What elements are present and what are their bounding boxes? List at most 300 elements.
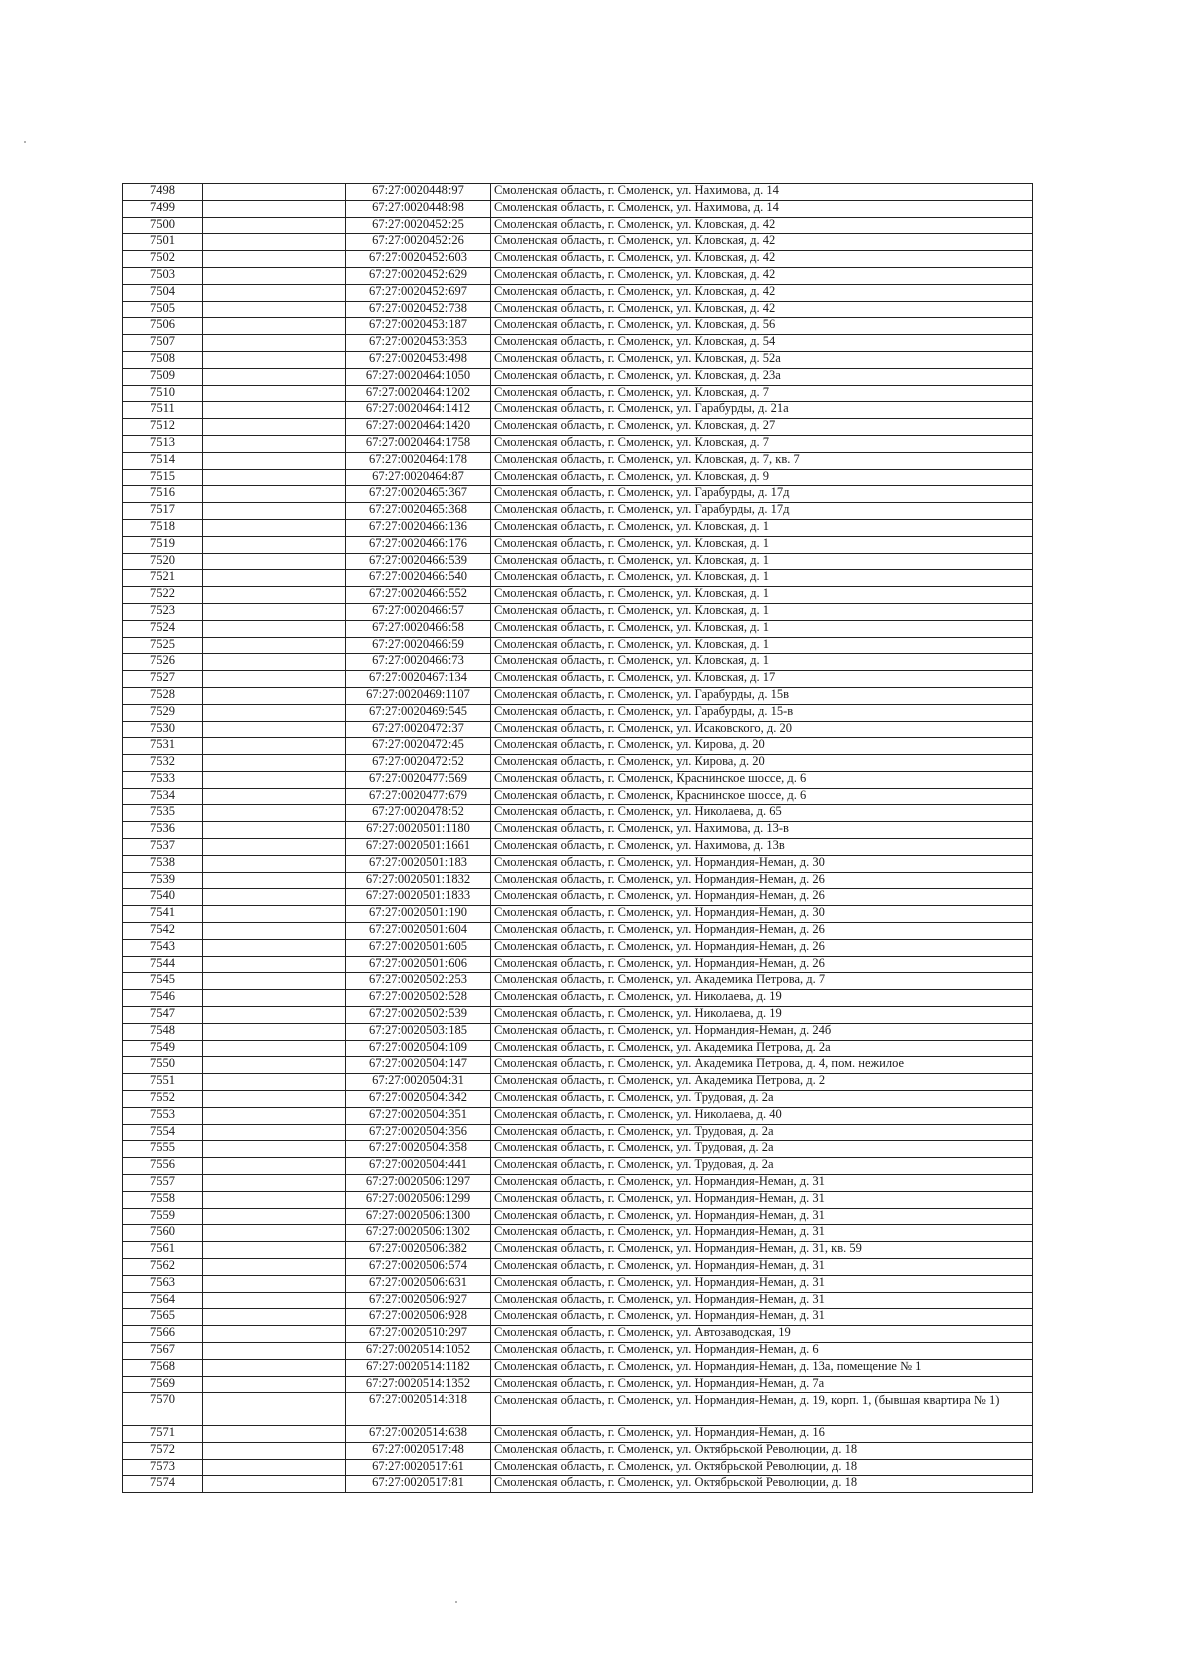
- table-row: [123, 1124, 1033, 1141]
- table-row: [123, 318, 1033, 335]
- empty-cell: [203, 1057, 346, 1074]
- cadastral-number-cell: 67:27:0020452:738: [346, 301, 491, 318]
- row-number-cell: 7553: [123, 1107, 203, 1124]
- table-row: [123, 519, 1033, 536]
- address-cell: Смоленская область, г. Смоленск, ул. Нормандия-Неман, д. 19, корп. 1, (бывшая квартира № 1): [491, 1393, 1033, 1426]
- empty-cell: [203, 1342, 346, 1359]
- address-cell: Смоленская область, г. Смоленск, ул. Нормандия-Неман, д. 31, кв. 59: [491, 1242, 1033, 1259]
- row-number-cell: 7566: [123, 1326, 203, 1343]
- row-number-cell: 7539: [123, 872, 203, 889]
- empty-cell: [203, 1141, 346, 1158]
- address-cell: Смоленская область, г. Смоленск, ул. Кловская, д. 52а: [491, 351, 1033, 368]
- table-row: [123, 251, 1033, 268]
- address-cell: Смоленская область, г. Смоленск, Краснинское шоссе, д. 6: [491, 771, 1033, 788]
- address-cell: Смоленская область, г. Смоленск, ул. Кловская, д. 1: [491, 654, 1033, 671]
- empty-cell: [203, 1359, 346, 1376]
- row-number-cell: 7538: [123, 855, 203, 872]
- row-number-cell: 7509: [123, 368, 203, 385]
- row-number-cell: 7532: [123, 755, 203, 772]
- table-row: [123, 1359, 1033, 1376]
- row-number-cell: 7508: [123, 351, 203, 368]
- cadastral-number-cell: 67:27:0020472:45: [346, 738, 491, 755]
- table-row: [123, 1141, 1033, 1158]
- cadastral-number-cell: 67:27:0020469:545: [346, 704, 491, 721]
- empty-cell: [203, 536, 346, 553]
- row-number-cell: 7558: [123, 1191, 203, 1208]
- row-number-cell: 7515: [123, 469, 203, 486]
- empty-cell: [203, 889, 346, 906]
- row-number-cell: 7533: [123, 771, 203, 788]
- address-cell: Смоленская область, г. Смоленск, ул. Нормандия-Неман, д. 31: [491, 1175, 1033, 1192]
- empty-cell: [203, 637, 346, 654]
- cadastral-number-cell: 67:27:0020448:98: [346, 200, 491, 217]
- empty-cell: [203, 839, 346, 856]
- address-cell: Смоленская область, г. Смоленск, ул. Николаева, д. 65: [491, 805, 1033, 822]
- cadastral-number-cell: 67:27:0020502:539: [346, 1007, 491, 1024]
- table-row: [123, 402, 1033, 419]
- table-row: [123, 855, 1033, 872]
- empty-cell: [203, 1326, 346, 1343]
- cadastral-number-cell: 67:27:0020504:147: [346, 1057, 491, 1074]
- table-row: [123, 906, 1033, 923]
- row-number-cell: 7526: [123, 654, 203, 671]
- cadastral-number-cell: 67:27:0020464:87: [346, 469, 491, 486]
- empty-cell: [203, 855, 346, 872]
- empty-cell: [203, 771, 346, 788]
- cadastral-number-cell: 67:27:0020466:136: [346, 519, 491, 536]
- table-row: [123, 721, 1033, 738]
- table-row: [123, 771, 1033, 788]
- cadastral-number-cell: 67:27:0020501:190: [346, 906, 491, 923]
- address-cell: Смоленская область, г. Смоленск, ул. Кловская, д. 9: [491, 469, 1033, 486]
- address-cell: Смоленская область, г. Смоленск, ул. Гарабурды, д. 21а: [491, 402, 1033, 419]
- address-cell: Смоленская область, г. Смоленск, ул. Академика Петрова, д. 4, пом. нежилое: [491, 1057, 1033, 1074]
- address-cell: Смоленская область, г. Смоленск, ул. Академика Петрова, д. 7: [491, 973, 1033, 990]
- table-row: [123, 536, 1033, 553]
- address-cell: Смоленская область, г. Смоленск, ул. Нормандия-Неман, д. 30: [491, 855, 1033, 872]
- table-row: [123, 822, 1033, 839]
- address-cell: Смоленская область, г. Смоленск, ул. Трудовая, д. 2а: [491, 1091, 1033, 1108]
- table-row: [123, 200, 1033, 217]
- row-number-cell: 7522: [123, 587, 203, 604]
- table-row: [123, 267, 1033, 284]
- empty-cell: [203, 351, 346, 368]
- scan-speck: [455, 1601, 457, 1603]
- row-number-cell: 7569: [123, 1376, 203, 1393]
- cadastral-number-cell: 67:27:0020466:57: [346, 603, 491, 620]
- table-row: [123, 889, 1033, 906]
- address-cell: Смоленская область, г. Смоленск, ул. Нормандия-Неман, д. 24б: [491, 1023, 1033, 1040]
- address-cell: Смоленская область, г. Смоленск, ул. Гарабурды, д. 15в: [491, 687, 1033, 704]
- row-number-cell: 7503: [123, 267, 203, 284]
- cadastral-number-cell: 67:27:0020452:25: [346, 217, 491, 234]
- empty-cell: [203, 1309, 346, 1326]
- table-row: [123, 1225, 1033, 1242]
- row-number-cell: 7528: [123, 687, 203, 704]
- table-row: [123, 738, 1033, 755]
- empty-cell: [203, 654, 346, 671]
- table-row: [123, 872, 1033, 889]
- address-cell: Смоленская область, г. Смоленск, ул. Кловская, д. 1: [491, 536, 1033, 553]
- row-number-cell: 7507: [123, 335, 203, 352]
- row-number-cell: 7545: [123, 973, 203, 990]
- empty-cell: [203, 486, 346, 503]
- address-cell: Смоленская область, г. Смоленск, ул. Кловская, д. 7, кв. 7: [491, 452, 1033, 469]
- row-number-cell: 7529: [123, 704, 203, 721]
- address-cell: Смоленская область, г. Смоленск, ул. Кловская, д. 17: [491, 671, 1033, 688]
- empty-cell: [203, 267, 346, 284]
- address-cell: Смоленская область, г. Смоленск, ул. Кловская, д. 54: [491, 335, 1033, 352]
- address-cell: Смоленская область, г. Смоленск, ул. Нормандия-Неман, д. 31: [491, 1208, 1033, 1225]
- empty-cell: [203, 805, 346, 822]
- row-number-cell: 7552: [123, 1091, 203, 1108]
- address-cell: Смоленская область, г. Смоленск, ул. Кловская, д. 1: [491, 603, 1033, 620]
- row-number-cell: 7571: [123, 1425, 203, 1442]
- row-number-cell: 7502: [123, 251, 203, 268]
- cadastral-number-cell: 67:27:0020464:1420: [346, 419, 491, 436]
- empty-cell: [203, 251, 346, 268]
- empty-cell: [203, 872, 346, 889]
- empty-cell: [203, 184, 346, 201]
- row-number-cell: 7500: [123, 217, 203, 234]
- row-number-cell: 7511: [123, 402, 203, 419]
- row-number-cell: 7572: [123, 1442, 203, 1459]
- cadastral-number-cell: 67:27:0020501:604: [346, 923, 491, 940]
- cadastral-number-cell: 67:27:0020466:552: [346, 587, 491, 604]
- empty-cell: [203, 301, 346, 318]
- address-cell: Смоленская область, г. Смоленск, ул. Николаева, д. 40: [491, 1107, 1033, 1124]
- table-row: [123, 603, 1033, 620]
- table-row: [123, 1342, 1033, 1359]
- empty-cell: [203, 788, 346, 805]
- table-row: [123, 956, 1033, 973]
- row-number-cell: 7514: [123, 452, 203, 469]
- table-row: [123, 1242, 1033, 1259]
- row-number-cell: 7537: [123, 839, 203, 856]
- empty-cell: [203, 1124, 346, 1141]
- address-cell: Смоленская область, г. Смоленск, ул. Кловская, д. 7: [491, 385, 1033, 402]
- cadastral-number-cell: 67:27:0020453:187: [346, 318, 491, 335]
- cadastral-number-cell: 67:27:0020506:1300: [346, 1208, 491, 1225]
- table-row: [123, 1158, 1033, 1175]
- table-row: [123, 351, 1033, 368]
- cadastral-number-cell: 67:27:0020504:342: [346, 1091, 491, 1108]
- row-number-cell: 7570: [123, 1393, 203, 1426]
- table-row: [123, 1476, 1033, 1493]
- table-row: [123, 1459, 1033, 1476]
- row-number-cell: 7549: [123, 1040, 203, 1057]
- table-row: [123, 1393, 1033, 1426]
- cadastral-number-cell: 67:27:0020504:441: [346, 1158, 491, 1175]
- address-cell: Смоленская область, г. Смоленск, ул. Кловская, д. 56: [491, 318, 1033, 335]
- empty-cell: [203, 234, 346, 251]
- empty-cell: [203, 1393, 346, 1426]
- empty-cell: [203, 1040, 346, 1057]
- cadastral-number-cell: 67:27:0020452:603: [346, 251, 491, 268]
- table-row: [123, 1057, 1033, 1074]
- empty-cell: [203, 1091, 346, 1108]
- address-cell: Смоленская область, г. Смоленск, ул. Кловская, д. 1: [491, 637, 1033, 654]
- row-number-cell: 7501: [123, 234, 203, 251]
- row-number-cell: 7517: [123, 503, 203, 520]
- row-number-cell: 7535: [123, 805, 203, 822]
- cadastral-number-cell: 67:27:0020466:58: [346, 620, 491, 637]
- empty-cell: [203, 671, 346, 688]
- cadastral-number-cell: 67:27:0020504:356: [346, 1124, 491, 1141]
- row-number-cell: 7568: [123, 1359, 203, 1376]
- row-number-cell: 7551: [123, 1074, 203, 1091]
- cadastral-number-cell: 67:27:0020467:134: [346, 671, 491, 688]
- address-cell: Смоленская область, г. Смоленск, ул. Нормандия-Неман, д. 16: [491, 1425, 1033, 1442]
- row-number-cell: 7548: [123, 1023, 203, 1040]
- table-row: [123, 805, 1033, 822]
- cadastral-number-cell: 67:27:0020506:574: [346, 1259, 491, 1276]
- address-cell: Смоленская область, г. Смоленск, ул. Нормандия-Неман, д. 31: [491, 1275, 1033, 1292]
- address-cell: Смоленская область, г. Смоленск, ул. Нахимова, д. 13-в: [491, 822, 1033, 839]
- address-cell: Смоленская область, г. Смоленск, ул. Нормандия-Неман, д. 7а: [491, 1376, 1033, 1393]
- row-number-cell: 7547: [123, 1007, 203, 1024]
- address-cell: Смоленская область, г. Смоленск, ул. Нормандия-Неман, д. 26: [491, 956, 1033, 973]
- cadastral-number-cell: 67:27:0020514:1052: [346, 1342, 491, 1359]
- row-number-cell: 7518: [123, 519, 203, 536]
- address-cell: Смоленская область, г. Смоленск, ул. Нормандия-Неман, д. 26: [491, 939, 1033, 956]
- table-row: [123, 973, 1033, 990]
- empty-cell: [203, 1242, 346, 1259]
- row-number-cell: 7542: [123, 923, 203, 940]
- cadastral-number-cell: 67:27:0020517:81: [346, 1476, 491, 1493]
- row-number-cell: 7561: [123, 1242, 203, 1259]
- table-row: [123, 620, 1033, 637]
- cadastral-number-cell: 67:27:0020501:605: [346, 939, 491, 956]
- table-row: [123, 1040, 1033, 1057]
- row-number-cell: 7520: [123, 553, 203, 570]
- empty-cell: [203, 1007, 346, 1024]
- table-row: [123, 923, 1033, 940]
- empty-cell: [203, 973, 346, 990]
- row-number-cell: 7540: [123, 889, 203, 906]
- cadastral-number-cell: 67:27:0020504:109: [346, 1040, 491, 1057]
- address-cell: Смоленская область, г. Смоленск, ул. Гарабурды, д. 17д: [491, 486, 1033, 503]
- cadastral-number-cell: 67:27:0020504:31: [346, 1074, 491, 1091]
- row-number-cell: 7531: [123, 738, 203, 755]
- cadastral-number-cell: 67:27:0020517:61: [346, 1459, 491, 1476]
- address-cell: Смоленская область, г. Смоленск, ул. Нахимова, д. 14: [491, 200, 1033, 217]
- cadastral-number-cell: 67:27:0020501:606: [346, 956, 491, 973]
- registry-table-body: [123, 184, 1033, 1493]
- row-number-cell: 7523: [123, 603, 203, 620]
- table-row: [123, 234, 1033, 251]
- empty-cell: [203, 923, 346, 940]
- empty-cell: [203, 217, 346, 234]
- cadastral-number-cell: 67:27:0020501:1661: [346, 839, 491, 856]
- cadastral-number-cell: 67:27:0020466:73: [346, 654, 491, 671]
- table-row: [123, 1208, 1033, 1225]
- empty-cell: [203, 200, 346, 217]
- table-row: [123, 1292, 1033, 1309]
- address-cell: Смоленская область, г. Смоленск, ул. Октябрьской Революции, д. 18: [491, 1442, 1033, 1459]
- table-row: [123, 990, 1033, 1007]
- empty-cell: [203, 620, 346, 637]
- address-cell: Смоленская область, г. Смоленск, ул. Кловская, д. 1: [491, 620, 1033, 637]
- property-registry-table: [122, 183, 1033, 1493]
- address-cell: Смоленская область, г. Смоленск, ул. Нормандия-Неман, д. 31: [491, 1309, 1033, 1326]
- empty-cell: [203, 1074, 346, 1091]
- empty-cell: [203, 419, 346, 436]
- row-number-cell: 7499: [123, 200, 203, 217]
- cadastral-number-cell: 67:27:0020477:679: [346, 788, 491, 805]
- address-cell: Смоленская область, г. Смоленск, ул. Кловская, д. 42: [491, 217, 1033, 234]
- address-cell: Смоленская область, г. Смоленск, ул. Кловская, д. 42: [491, 267, 1033, 284]
- cadastral-number-cell: 67:27:0020514:1182: [346, 1359, 491, 1376]
- address-cell: Смоленская область, г. Смоленск, ул. Кловская, д. 42: [491, 301, 1033, 318]
- row-number-cell: 7567: [123, 1342, 203, 1359]
- address-cell: Смоленская область, г. Смоленск, ул. Нахимова, д. 13в: [491, 839, 1033, 856]
- row-number-cell: 7534: [123, 788, 203, 805]
- row-number-cell: 7544: [123, 956, 203, 973]
- table-row: [123, 335, 1033, 352]
- empty-cell: [203, 990, 346, 1007]
- table-row: [123, 217, 1033, 234]
- empty-cell: [203, 687, 346, 704]
- row-number-cell: 7530: [123, 721, 203, 738]
- empty-cell: [203, 738, 346, 755]
- empty-cell: [203, 587, 346, 604]
- empty-cell: [203, 452, 346, 469]
- address-cell: Смоленская область, г. Смоленск, ул. Николаева, д. 19: [491, 990, 1033, 1007]
- row-number-cell: 7512: [123, 419, 203, 436]
- table-row: [123, 184, 1033, 201]
- table-row: [123, 385, 1033, 402]
- table-row: [123, 1107, 1033, 1124]
- row-number-cell: 7527: [123, 671, 203, 688]
- cadastral-number-cell: 67:27:0020464:1202: [346, 385, 491, 402]
- row-number-cell: 7550: [123, 1057, 203, 1074]
- address-cell: Смоленская область, г. Смоленск, ул. Кловская, д. 42: [491, 251, 1033, 268]
- table-row: [123, 284, 1033, 301]
- table-row: [123, 755, 1033, 772]
- cadastral-number-cell: 67:27:0020466:540: [346, 570, 491, 587]
- cadastral-number-cell: 67:27:0020506:382: [346, 1242, 491, 1259]
- cadastral-number-cell: 67:27:0020501:1833: [346, 889, 491, 906]
- address-cell: Смоленская область, г. Смоленск, ул. Кловская, д. 1: [491, 587, 1033, 604]
- empty-cell: [203, 1275, 346, 1292]
- empty-cell: [203, 704, 346, 721]
- address-cell: Смоленская область, г. Смоленск, ул. Кловская, д. 27: [491, 419, 1033, 436]
- address-cell: Смоленская область, г. Смоленск, ул. Кирова, д. 20: [491, 755, 1033, 772]
- row-number-cell: 7541: [123, 906, 203, 923]
- table-row: [123, 1309, 1033, 1326]
- table-row: [123, 570, 1033, 587]
- empty-cell: [203, 1442, 346, 1459]
- cadastral-number-cell: 67:27:0020506:631: [346, 1275, 491, 1292]
- table-row: [123, 419, 1033, 436]
- cadastral-number-cell: 67:27:0020506:1297: [346, 1175, 491, 1192]
- empty-cell: [203, 469, 346, 486]
- row-number-cell: 7504: [123, 284, 203, 301]
- cadastral-number-cell: 67:27:0020514:318: [346, 1393, 491, 1426]
- table-row: [123, 469, 1033, 486]
- address-cell: Смоленская область, г. Смоленск, ул. Нормандия-Неман, д. 31: [491, 1225, 1033, 1242]
- cadastral-number-cell: 67:27:0020452:629: [346, 267, 491, 284]
- address-cell: Смоленская область, г. Смоленск, ул. Кловская, д. 1: [491, 553, 1033, 570]
- row-number-cell: 7559: [123, 1208, 203, 1225]
- address-cell: Смоленская область, г. Смоленск, ул. Нормандия-Неман, д. 13а, помещение № 1: [491, 1359, 1033, 1376]
- cadastral-number-cell: 67:27:0020472:37: [346, 721, 491, 738]
- empty-cell: [203, 822, 346, 839]
- cadastral-number-cell: 67:27:0020466:176: [346, 536, 491, 553]
- empty-cell: [203, 335, 346, 352]
- table-row: [123, 671, 1033, 688]
- cadastral-number-cell: 67:27:0020465:367: [346, 486, 491, 503]
- row-number-cell: 7543: [123, 939, 203, 956]
- table-row: [123, 301, 1033, 318]
- address-cell: Смоленская область, г. Смоленск, ул. Нормандия-Неман, д. 26: [491, 923, 1033, 940]
- address-cell: Смоленская область, г. Смоленск, ул. Кловская, д. 42: [491, 284, 1033, 301]
- empty-cell: [203, 1459, 346, 1476]
- empty-cell: [203, 1175, 346, 1192]
- row-number-cell: 7513: [123, 435, 203, 452]
- table-row: [123, 1175, 1033, 1192]
- cadastral-number-cell: 67:27:0020453:353: [346, 335, 491, 352]
- cadastral-number-cell: 67:27:0020506:1299: [346, 1191, 491, 1208]
- row-number-cell: 7516: [123, 486, 203, 503]
- cadastral-number-cell: 67:27:0020514:638: [346, 1425, 491, 1442]
- empty-cell: [203, 939, 346, 956]
- row-number-cell: 7525: [123, 637, 203, 654]
- address-cell: Смоленская область, г. Смоленск, ул. Кирова, д. 20: [491, 738, 1033, 755]
- cadastral-number-cell: 67:27:0020501:1180: [346, 822, 491, 839]
- table-row: [123, 1191, 1033, 1208]
- cadastral-number-cell: 67:27:0020453:498: [346, 351, 491, 368]
- table-row: [123, 486, 1033, 503]
- address-cell: Смоленская область, г. Смоленск, ул. Нормандия-Неман, д. 31: [491, 1191, 1033, 1208]
- cadastral-number-cell: 67:27:0020477:569: [346, 771, 491, 788]
- cadastral-number-cell: 67:27:0020465:368: [346, 503, 491, 520]
- empty-cell: [203, 603, 346, 620]
- empty-cell: [203, 1191, 346, 1208]
- cadastral-number-cell: 67:27:0020501:183: [346, 855, 491, 872]
- table-row: [123, 1007, 1033, 1024]
- table-row: [123, 1442, 1033, 1459]
- empty-cell: [203, 1476, 346, 1493]
- empty-cell: [203, 906, 346, 923]
- row-number-cell: 7510: [123, 385, 203, 402]
- table-row: [123, 1326, 1033, 1343]
- row-number-cell: 7565: [123, 1309, 203, 1326]
- cadastral-number-cell: 67:27:0020506:927: [346, 1292, 491, 1309]
- cadastral-number-cell: 67:27:0020478:52: [346, 805, 491, 822]
- registry-sheet: [122, 183, 1032, 1493]
- row-number-cell: 7506: [123, 318, 203, 335]
- row-number-cell: 7563: [123, 1275, 203, 1292]
- row-number-cell: 7505: [123, 301, 203, 318]
- empty-cell: [203, 721, 346, 738]
- address-cell: Смоленская область, г. Смоленск, ул. Трудовая, д. 2а: [491, 1141, 1033, 1158]
- empty-cell: [203, 1023, 346, 1040]
- empty-cell: [203, 1225, 346, 1242]
- table-row: [123, 939, 1033, 956]
- empty-cell: [203, 570, 346, 587]
- cadastral-number-cell: 67:27:0020466:539: [346, 553, 491, 570]
- row-number-cell: 7519: [123, 536, 203, 553]
- row-number-cell: 7574: [123, 1476, 203, 1493]
- row-number-cell: 7557: [123, 1175, 203, 1192]
- address-cell: Смоленская область, г. Смоленск, ул. Гарабурды, д. 17д: [491, 503, 1033, 520]
- empty-cell: [203, 1208, 346, 1225]
- cadastral-number-cell: 67:27:0020517:48: [346, 1442, 491, 1459]
- empty-cell: [203, 385, 346, 402]
- row-number-cell: 7521: [123, 570, 203, 587]
